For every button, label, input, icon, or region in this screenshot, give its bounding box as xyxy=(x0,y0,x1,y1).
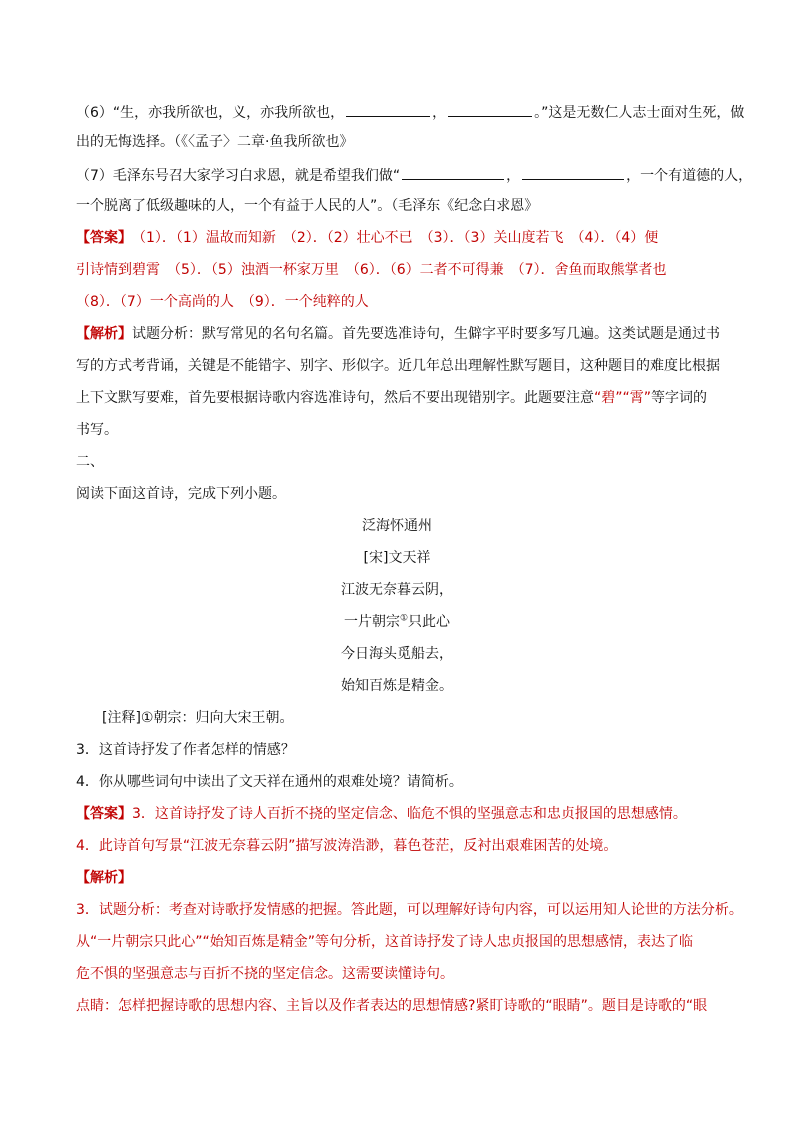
answer-blank xyxy=(448,101,532,117)
analysis-1-text: 试题分析：默写常见的名句名篇。首先要选准诗句，生僻字平时要多写几遍。这类试题是通过书 xyxy=(132,326,720,342)
question-6-line-1 xyxy=(76,101,745,123)
footnote-marker: ① xyxy=(399,613,409,624)
section-intro: 阅读下面这首诗，完成下列小题。 xyxy=(76,486,286,502)
question-4: 4．你从哪些词句中读出了文天祥在通州的艰难处境？请简析。 xyxy=(76,774,463,790)
question-7-separator: ， xyxy=(506,168,521,184)
analysis-1-line-4: 书写。 xyxy=(76,422,118,438)
answer-blank xyxy=(346,101,430,117)
question-3: 3．这首诗抒发了作者怎样的情感？ xyxy=(76,742,295,758)
question-6-line-2: 出的无悔选择。（《〈孟子〉二章·鱼我所欲也》 xyxy=(76,134,354,150)
question-7-prefix: （7）毛泽东号召大家学习白求恩，就是希望我们做“ xyxy=(76,168,401,184)
question-7-line-1 xyxy=(76,164,753,186)
analysis-1-line-1 xyxy=(76,324,726,344)
question-6-separator: ， xyxy=(432,105,447,121)
answer-2-line-2: 4．此诗首句写景“江波无奈暮云阴”描写波涛浩渺，暮色苍茫，反衬出艰难困苦的处境。 xyxy=(76,838,618,854)
section-heading: 二、 xyxy=(76,454,104,470)
poem-line-4: 始知百炼是精金。 xyxy=(341,678,453,694)
poem-title: 泛海怀通州 xyxy=(362,518,432,534)
poem-author: [宋]文天祥 xyxy=(363,550,431,566)
question-7-line-2: 一个脱离了低级趣味的人，一个有益于人民的人”。（毛泽东《纪念白求恩》 xyxy=(76,198,539,214)
question-6-prefix: （6）“生，亦我所欲也，义，亦我所欲也， xyxy=(76,105,345,121)
analysis-1-highlight: “碧”“霄” xyxy=(594,390,652,406)
analysis-1-text-c: 等字词的 xyxy=(651,390,708,406)
poem-line-2 xyxy=(0,612,794,632)
answer-1-line-1 xyxy=(76,228,726,248)
analysis-1-line-2: 写的方式考背诵，关键是不能错字、别字、形似字。近几年总出理解性默写题目，这种题目的难度比根据 xyxy=(76,358,720,374)
analysis-2-line-2: 从“一片朝宗只此心”“始知百炼是精金”等句分析，这首诗抒发了诗人忠贞报国的思想感情，表达了临 xyxy=(76,934,694,950)
answer-1-line-3: （8）．（7）一个高尚的人 （9）．一个纯粹的人 xyxy=(76,294,369,310)
answer-blank xyxy=(402,164,504,180)
analysis-label: 【解析】 xyxy=(76,870,132,886)
poem-line-2-part-1: 一片朝宗 xyxy=(343,614,400,630)
question-6-suffix: 。”这是无数仁人志士面对生死，做 xyxy=(534,105,745,121)
analysis-2-line-4: 点睛：怎样把握诗歌的思想内容、主旨以及作者表达的思想情感?紧盯诗歌的“眼睛”。题目是诗歌的“眼 xyxy=(76,998,708,1014)
question-7-suffix: ，一个有道德的人， xyxy=(626,168,753,184)
poem-note: [注释]①朝宗：归向大宋王朝。 xyxy=(102,710,294,726)
answer-1-line-2: 引诗情到碧霄 （5）．（5）浊酒一杯家万里 （6）．（6）二者不可得兼 （7）．舍鱼而取熊掌者也 xyxy=(76,262,667,278)
answer-blank xyxy=(522,164,624,180)
answer-label: 【答案】 xyxy=(76,230,125,246)
answer-2-text: 3．这首诗抒发了诗人百折不挠的坚定信念、临危不惧的坚强意志和忠贞报国的思想感情。 xyxy=(132,806,687,822)
answer-label: 【答案】 xyxy=(76,806,132,822)
analysis-label: 【解析】 xyxy=(76,326,132,342)
analysis-1-text-a: 上下文默写要难，首先要根据诗歌内容选准诗句，然后不要出现错别字。此题要注意 xyxy=(76,390,594,406)
poem-line-2-part-2: 只此心 xyxy=(408,614,451,630)
analysis-2-line-3: 危不惧的坚强意志与百折不挠的坚定信念。这需要读懂诗句。 xyxy=(76,966,454,982)
analysis-2-line-1: 3．试题分析：考查对诗歌抒发情感的把握。答此题，可以理解好诗句内容，可以运用知人论世的方法分析。 xyxy=(76,902,743,918)
analysis-1-line-3 xyxy=(76,388,726,408)
poem-line-3: 今日海头觅船去， xyxy=(341,646,453,662)
answer-2-line-1 xyxy=(76,804,726,824)
answer-1-text: （1）．（1）温故而知新 （2）．（2）壮心不已 （3）．（3）关山度若飞 （4）．（4）便 xyxy=(139,230,659,246)
poem-line-1: 江波无奈暮云阴， xyxy=(341,582,453,598)
